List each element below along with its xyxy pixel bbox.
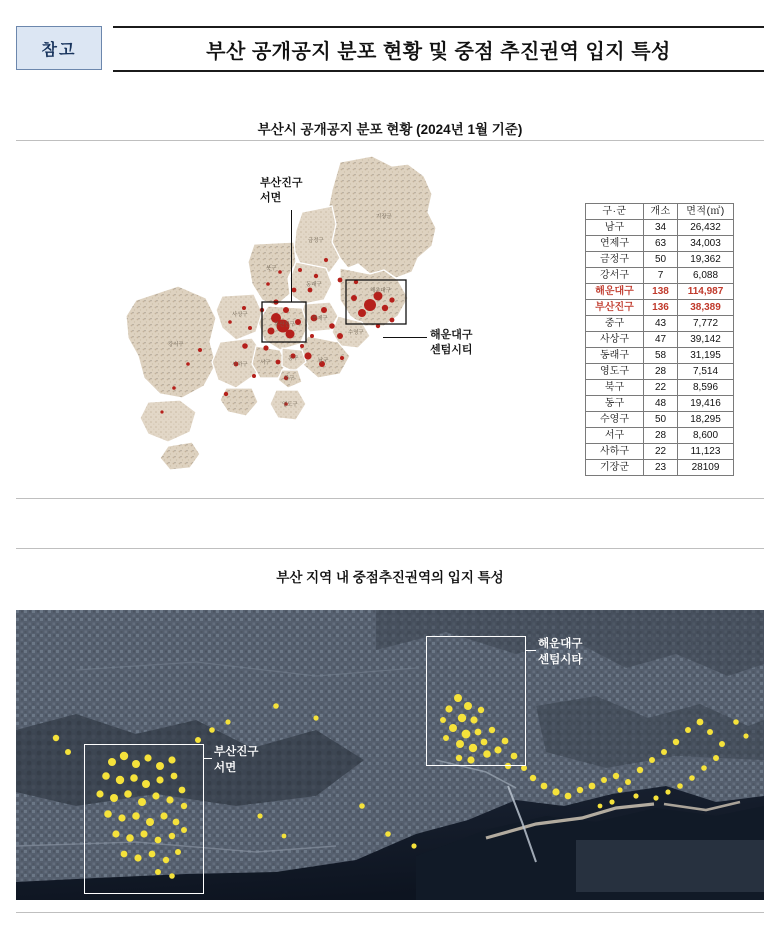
svg-text:해운대구: 해운대구 xyxy=(370,288,391,294)
cell-count: 43 xyxy=(644,316,678,332)
table-row xyxy=(586,236,734,252)
table-row xyxy=(586,268,734,284)
cell-area: 7,514 xyxy=(678,364,734,380)
cell-count: 138 xyxy=(644,284,678,300)
cell-district: 중구 xyxy=(586,316,644,332)
table-row xyxy=(586,332,734,348)
region-gangseo-south xyxy=(140,400,196,442)
table-row xyxy=(586,460,734,476)
svg-text:북구: 북구 xyxy=(266,266,277,272)
page-header xyxy=(16,26,764,72)
table-row-highlighted xyxy=(586,284,734,300)
table-row xyxy=(586,444,734,460)
sat-focus-box-haeundae xyxy=(426,636,526,766)
cell-district: 동래구 xyxy=(586,348,644,364)
th-count: 개소 xyxy=(644,204,678,220)
cell-district: 서구 xyxy=(586,428,644,444)
cell-count: 22 xyxy=(644,444,678,460)
cell-area: 31,195 xyxy=(678,348,734,364)
annotation-haeundae xyxy=(430,328,473,358)
svg-text:동래구: 동래구 xyxy=(306,282,322,288)
reference-badge: 참고 xyxy=(16,26,102,70)
svg-text:수영구: 수영구 xyxy=(348,330,364,336)
cell-district: 연제구 xyxy=(586,236,644,252)
section2-caption: 부산 지역 내 중점추진권역의 입지 특성 xyxy=(276,570,504,585)
cell-count: 136 xyxy=(644,300,678,316)
table-header-row xyxy=(586,204,734,220)
annotation-busanjin-line2: 서면 xyxy=(260,191,282,204)
cell-district: 사상구 xyxy=(586,332,644,348)
cell-count: 50 xyxy=(644,252,678,268)
table-row xyxy=(586,396,734,412)
cell-area: 7,772 xyxy=(678,316,734,332)
annotation-haeundae-line2: 센텀시티 xyxy=(430,343,473,356)
cell-district: 남구 xyxy=(586,220,644,236)
cell-area: 28109 xyxy=(678,460,734,476)
cell-area: 18,295 xyxy=(678,412,734,428)
cell-area: 34,003 xyxy=(678,236,734,252)
svg-text:영도구: 영도구 xyxy=(282,402,298,408)
cell-area: 11,123 xyxy=(678,444,734,460)
cell-count: 28 xyxy=(644,428,678,444)
table-row xyxy=(586,252,734,268)
page-title: 부산 공개공지 분포 현황 및 중점 추진권역 입지 특성 xyxy=(206,40,671,63)
svg-text:서구: 서구 xyxy=(260,360,271,366)
cell-district: 수영구 xyxy=(586,412,644,428)
cell-count: 63 xyxy=(644,236,678,252)
table-row xyxy=(586,364,734,380)
th-district: 구·군 xyxy=(586,204,644,220)
region-gangseo-island xyxy=(160,442,200,470)
cell-district: 부산진구 xyxy=(586,300,644,316)
cell-count: 48 xyxy=(644,396,678,412)
cell-area: 8,600 xyxy=(678,428,734,444)
table-row xyxy=(586,348,734,364)
sat-label-busanjin-line2: 서면 xyxy=(214,762,237,775)
svg-text:중구: 중구 xyxy=(284,376,295,382)
sat-leader-haeundae xyxy=(526,650,536,651)
svg-text:연제구: 연제구 xyxy=(312,316,328,322)
cell-district: 금정구 xyxy=(586,252,644,268)
cell-count: 47 xyxy=(644,332,678,348)
cell-area: 19,362 xyxy=(678,252,734,268)
page-title-box xyxy=(113,26,764,72)
cell-area: 6,088 xyxy=(678,268,734,284)
cell-count: 34 xyxy=(644,220,678,236)
th-area: 면적(㎡) xyxy=(678,204,734,220)
annotation-haeundae-leader xyxy=(383,337,427,338)
cell-area: 26,432 xyxy=(678,220,734,236)
section1-top-rule xyxy=(16,140,764,141)
cell-area: 114,987 xyxy=(678,284,734,300)
cell-count: 23 xyxy=(644,460,678,476)
svg-text:사하구: 사하구 xyxy=(232,362,248,368)
opencity-stats-table xyxy=(585,203,734,476)
sat-focus-box-busanjin xyxy=(84,744,204,894)
table-row xyxy=(586,316,734,332)
svg-text:금정구: 금정구 xyxy=(308,238,324,244)
cell-area: 8,596 xyxy=(678,380,734,396)
cell-count: 50 xyxy=(644,412,678,428)
annotation-busanjin-line1: 부산진구 xyxy=(260,177,303,189)
section1-caption: 부산시 공개공지 분포 현황 (2024년 1월 기준) xyxy=(257,122,523,137)
sat-label-haeundae xyxy=(538,636,582,668)
cell-district: 사하구 xyxy=(586,444,644,460)
sat-label-busanjin-line1: 부산진구 xyxy=(214,746,259,758)
svg-text:기장군: 기장군 xyxy=(376,214,392,220)
svg-text:부산진구: 부산진구 xyxy=(274,322,295,328)
cell-area: 38,389 xyxy=(678,300,734,316)
svg-text:남구: 남구 xyxy=(318,358,329,364)
annotation-busanjin xyxy=(260,176,303,206)
cell-district: 강서구 xyxy=(586,268,644,284)
cell-district: 북구 xyxy=(586,380,644,396)
sat-label-busanjin xyxy=(214,744,258,776)
cell-count: 58 xyxy=(644,348,678,364)
svg-text:사상구: 사상구 xyxy=(232,312,248,318)
cell-district: 기장군 xyxy=(586,460,644,476)
section2-bottom-rule xyxy=(16,912,764,913)
sat-label-haeundae-line1: 해운대구 xyxy=(538,638,583,650)
annotation-haeundae-line1: 해운대구 xyxy=(430,329,473,341)
svg-text:강서구: 강서구 xyxy=(168,342,184,348)
svg-text:동구: 동구 xyxy=(288,356,299,362)
cell-count: 28 xyxy=(644,364,678,380)
cell-district: 영도구 xyxy=(586,364,644,380)
section1-bottom-rule xyxy=(16,498,764,499)
satellite-imagery-panel xyxy=(16,610,764,900)
table-row xyxy=(586,220,734,236)
cell-area: 39,142 xyxy=(678,332,734,348)
cell-count: 22 xyxy=(644,380,678,396)
cell-district: 동구 xyxy=(586,396,644,412)
table-row xyxy=(586,428,734,444)
cell-district: 해운대구 xyxy=(586,284,644,300)
cell-area: 19,416 xyxy=(678,396,734,412)
section2-top-rule xyxy=(16,548,764,549)
annotation-busanjin-leader xyxy=(291,210,292,302)
cell-count: 7 xyxy=(644,268,678,284)
table-row-highlighted xyxy=(586,300,734,316)
sat-leader-busanjin xyxy=(204,758,212,759)
table-row xyxy=(586,380,734,396)
sat-label-haeundae-line2: 센텀시타 xyxy=(538,654,583,667)
table-row xyxy=(586,412,734,428)
